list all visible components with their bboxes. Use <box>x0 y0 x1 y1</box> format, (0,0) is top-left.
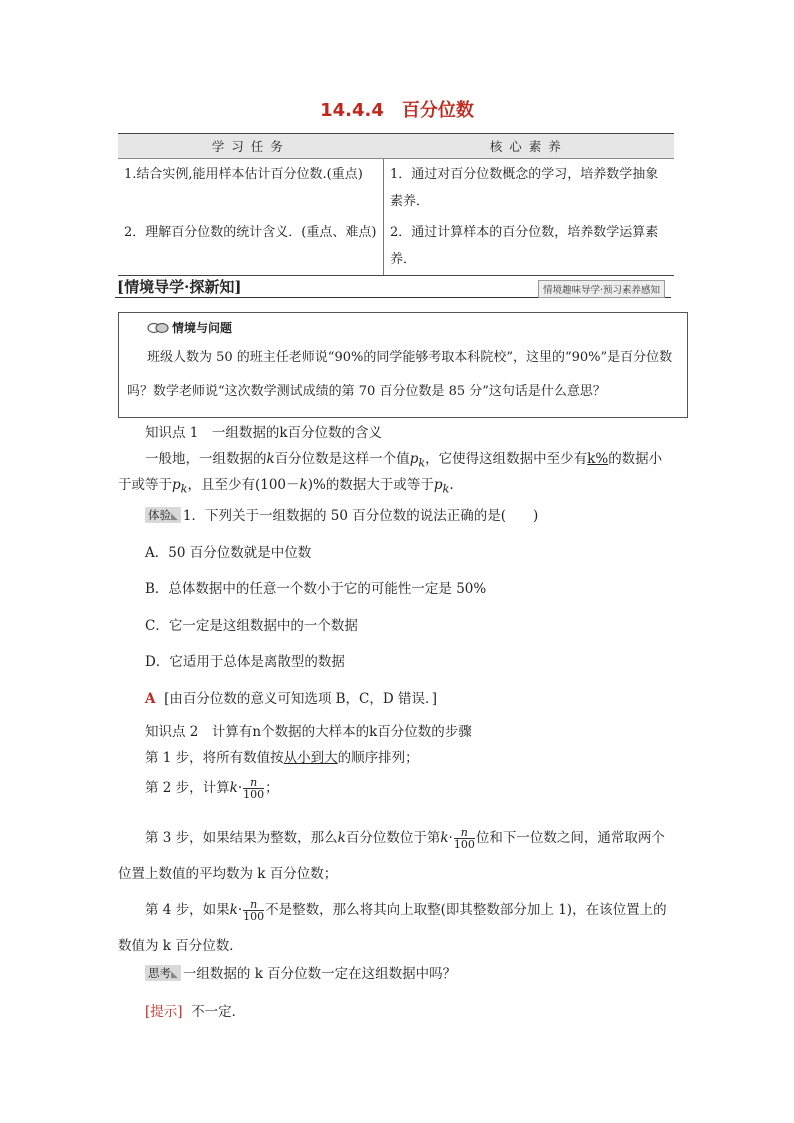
task-2: 2．理解百分位数的统计含义．(重点、难点) <box>118 217 384 276</box>
option-c: C．它一定是这组数据中的一个数据 <box>145 618 358 634</box>
option-b: B．总体数据中的任意一个数小于它的可能性一定是 50% <box>145 581 487 597</box>
experience-tag: 体验◣ <box>145 507 181 523</box>
exp1-answer: A [由百分位数的意义可知选项 B，C，D 错误．] <box>145 691 438 707</box>
literacy-1: 1．通过对百分位数概念的学习，培养数学抽象素养． <box>390 167 659 209</box>
step-3-line1: 第 3 步，如果结果为整数，那么k百分位数位于第k· $\frac{n}{100}$ 位和下一位数之间，通常取两个 <box>145 826 665 851</box>
think-tag: 思考◣ <box>145 965 181 981</box>
kp1-definition-line2: 于或等于$p_k$，且至少有(100－k)%的数据大于或等于$p_k$. <box>118 477 454 496</box>
scenario-label: 情境与问题 <box>147 319 232 336</box>
col-header-literacy: 核心素养 <box>384 134 675 159</box>
step-4-line2: 数值为 k 百分位数． <box>118 938 243 954</box>
answer-letter: A <box>145 691 156 707</box>
underline-ascending: 从小到大 <box>283 750 338 766</box>
kp1-definition-line1: 一般地，一组数据的k百分位数是这样一个值$p_k$，它使得这组数据中至少有k%的数据小 <box>145 451 663 470</box>
underline-k-percent: k% <box>587 451 609 467</box>
fraction-n-over-100: $\frac{n}{100}$ <box>243 776 265 801</box>
tag-corner-icon: ◣ <box>171 512 178 522</box>
kp1-heading: 知识点 1 一组数据的k百分位数的含义 <box>145 425 383 441</box>
col-header-tasks: 学习任务 <box>118 134 384 159</box>
page-title: 14.4.4 百分位数 <box>320 100 474 121</box>
task-1: 1.结合实例,能用样本估计百分位数.(重点) <box>118 159 384 218</box>
scenario-text: 班级人数为 50 的班主任老师说“90%的同学能够考取本科院校”，这里的“90%”是百分位数吗？数学老师说“这次数学测试成绩的第 70 百分位数是 85 分”这句话是什么意思？ <box>127 350 673 399</box>
fraction-n-over-100: $\frac{n}{100}$ <box>453 826 475 851</box>
step-3-line2: 位置上数值的平均数为 k 百分位数； <box>118 866 338 882</box>
exp1-question: 体验◣ 1．下列关于一组数据的 50 百分位数的说法正确的是( ) <box>145 504 725 524</box>
step-2: 第 2 步，计算k· $\frac{n}{100}$ ； <box>145 776 279 801</box>
option-a: A．50 百分位数就是中位数 <box>145 545 312 561</box>
tag-corner-icon: ◣ <box>171 970 178 980</box>
kp2-heading: 知识点 2 计算有n个数据的大样本的k百分位数的步骤 <box>145 724 472 740</box>
section-title: [情境导学·探新知] <box>117 278 242 296</box>
hint-label: [提示] <box>145 1004 183 1020</box>
scenario-icon <box>147 322 169 334</box>
learning-goals-table <box>118 133 674 276</box>
option-d: D．它适用于总体是离散型的数据 <box>145 654 345 670</box>
section-badge: 情境趣味导学·预习素养感知 <box>538 280 665 298</box>
think-hint: [提示] 不一定． <box>145 1004 246 1020</box>
section-header <box>115 275 671 298</box>
literacy-2: 2．通过计算样本的百分位数，培养数学运算素养． <box>384 217 675 276</box>
step-1: 第 1 步，将所有数值按从小到大的顺序排列； <box>145 750 419 766</box>
fraction-n-over-100: $\frac{n}{100}$ <box>243 898 265 923</box>
step-4-line1: 第 4 步，如果k· $\frac{n}{100}$ 不是整数，那么将其向上取整(即其整数部分加上 1)，在该位置上的 <box>145 898 667 923</box>
think-question: 思考◣ 一组数据的 k 百分位数一定在这组数据中吗？ <box>145 962 725 982</box>
scenario-box <box>118 312 688 418</box>
